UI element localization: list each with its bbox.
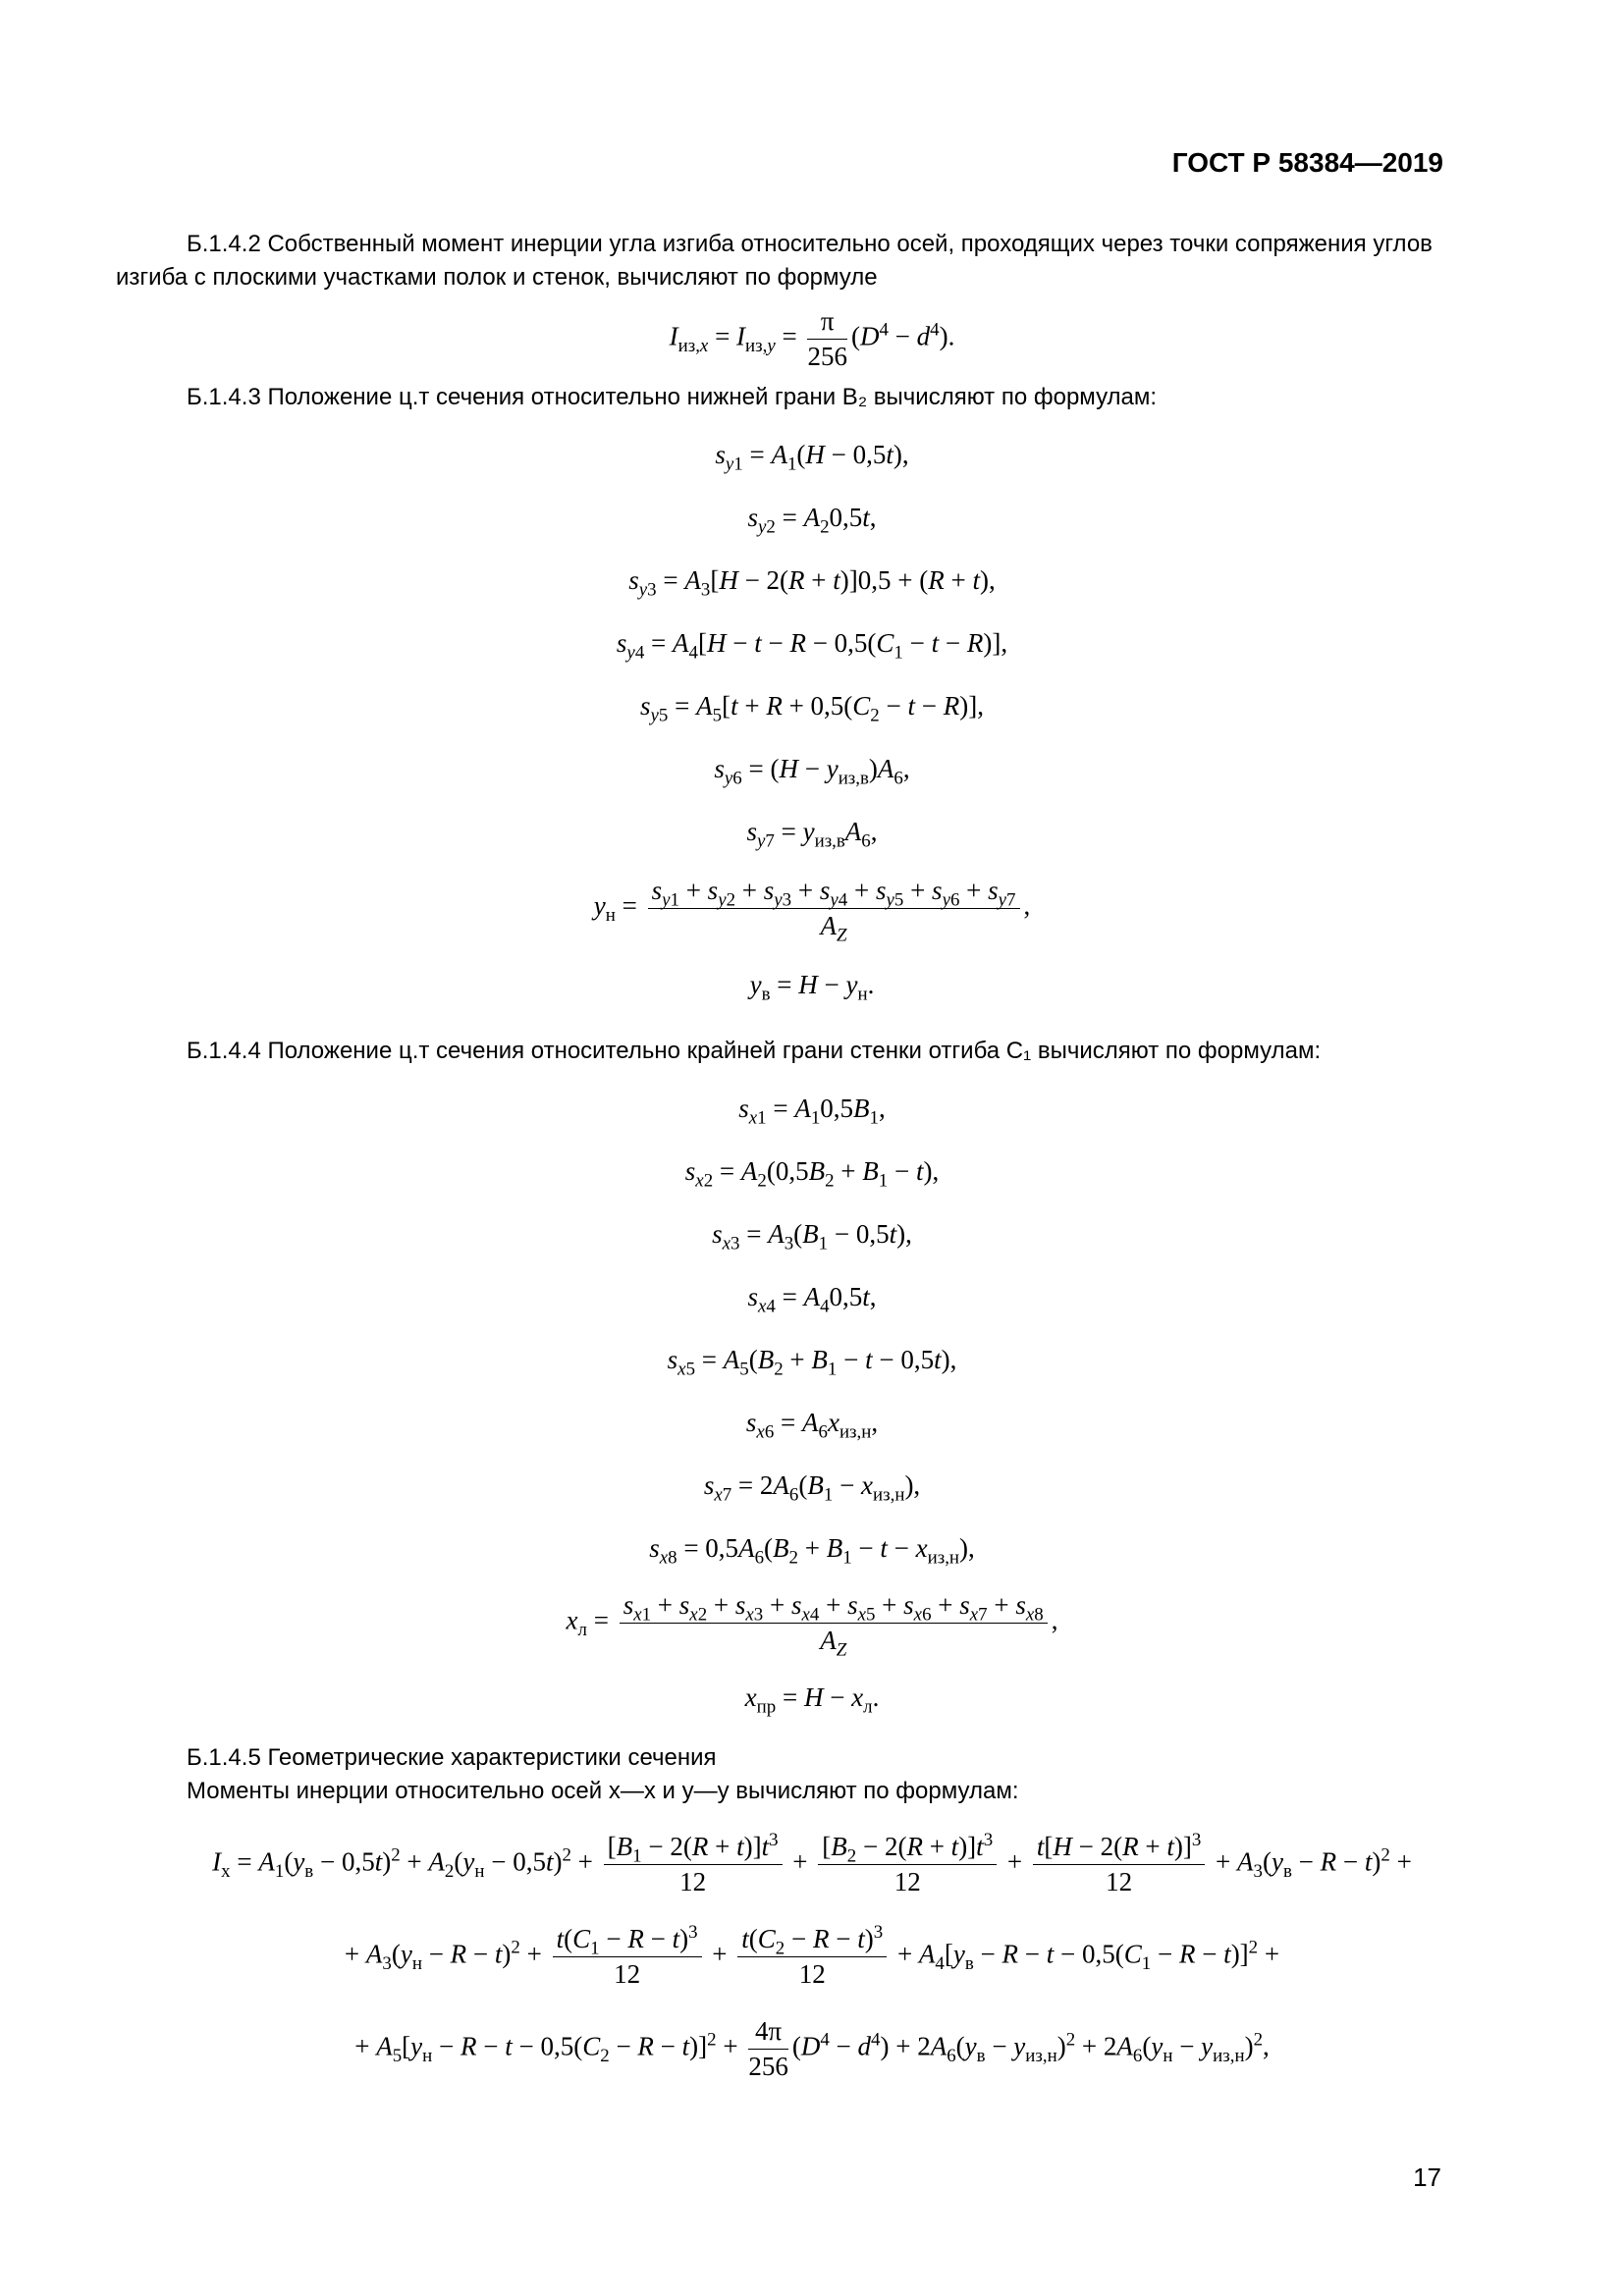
formula-sx5: $s_{x5} = A_5(B_2 + B_1 - t - 0,5t)$, <box>667 1345 957 1380</box>
paragraph-b145-text: Моменты инерции относительно осей x—x и y—y вычисляют по формулам: <box>187 1778 1019 1804</box>
standard-header: ГОСТ Р 58384—2019 <box>1171 147 1443 178</box>
formula-sx1: $s_{x1} = A_10,5B_1$, <box>738 1094 886 1129</box>
formula-sx2: $s_{x2} = A_2(0,5B_2 + B_1 - t)$, <box>684 1156 940 1192</box>
formula-ix-line3: + $A_5[y_н - R - t - 0,5(C_2 - R - t)]^2$ + $\frac{4\pi}{256}$ $(D^4 - d^4) + 2A_6(y_в - y_{из,н})^2 + 2A_6(y_н - y_{из,н})^2$, <box>354 2016 1270 2081</box>
formula-inertia-bend: $I_{из,x} = I_{из,y}$ = $\frac{\pi}{256}$ $(D^4 - d^4)$. <box>669 306 955 371</box>
formula-yn: $y_н$ = $\frac{s_{y1} + s_{y2} + s_{y3} + s_{y4} + s_{y5} + s_{y6} + s_{y7}}{A_Z}$ , <box>593 876 1031 946</box>
formula-ix-line1: $I_x = A_1(y_в - 0,5t)^2 + A_2(y_н - 0,5t)^2$ + $\frac{[B_1 - 2(R + t)]t^3}{12}$ + $\frac{[B_2 - 2(R + t)]t^3}{12}$ + $\frac{t[H - 2(R + t)]^3}{12}$ + $A_3(y_в - R - t)^2$ + <box>212 1830 1412 1896</box>
formula-sy2: $s_{y2} = A_20,5t$, <box>747 503 877 538</box>
formula-ix-line2: + $A_3(y_н - R - t)^2$ + $\frac{t(C_1 - R - t)^3}{12}$ + $\frac{t(C_2 - R - t)^3}{12}$ + $A_4[y_в - R - t - 0,5(C_1 - R - t)]^2$ + <box>344 1922 1280 1989</box>
formula-sy1: $s_{y1} = A_1(H - 0,5t)$, <box>715 440 909 475</box>
paragraph-b142: Б.1.4.2 Собственный момент инерции угла изгиба относительно осей, проходящих через точки сопряжения углов изгиба с плоскими участками полок и стенок, вычисляют по формуле <box>116 231 1433 291</box>
formula-sy7: $s_{y7} = y_{из,в}A_6$, <box>746 817 878 852</box>
formula-sx8: $s_{x8} = 0,5A_6(B_2 + B_1 - t - x_{из,н})$, <box>649 1533 975 1569</box>
paragraph-b144: Б.1.4.4 Положение ц.т сечения относительно крайней грани стенки отгиба C₁ вычисляют по формулам: <box>187 1038 1322 1064</box>
formula-sy6: $s_{y6} = (H - y_{из,в})A_6$, <box>714 754 910 789</box>
paragraph-b143: Б.1.4.3 Положение ц.т сечения относительно нижней грани B₂ вычисляют по формулам: <box>187 384 1158 410</box>
formula-yv: $y_в = H - y_н$. <box>749 970 875 1005</box>
formula-sy4: $s_{y4} = A_4[H - t - R - 0,5(C_1 - t - R)]$, <box>616 628 1008 664</box>
formula-xl: $x_л$ = $\frac{s_{x1} + s_{x2} + s_{x3} + s_{x4} + s_{x5} + s_{x6} + s_{x7} + s_{x8}}{A_Z}$ , <box>566 1590 1058 1661</box>
formula-xpr: $x_{пр} = H - x_л$. <box>744 1682 880 1718</box>
formula-sx4: $s_{x4} = A_40,5t$, <box>747 1282 877 1317</box>
formula-sx3: $s_{x3} = A_3(B_1 - 0,5t)$, <box>712 1219 912 1255</box>
formula-sx7: $s_{x7} = 2A_6(B_1 - x_{из,н})$, <box>703 1470 921 1506</box>
paragraph-b145-title: Б.1.4.5 Геометрические характеристики сечения <box>187 1744 717 1771</box>
page-number: 17 <box>1413 2163 1441 2192</box>
formula-sx6: $s_{x6} = A_6x_{из,н}$, <box>745 1408 879 1443</box>
formula-sy3: $s_{y3} = A_3[H - 2(R + t)]0,5 + (R + t)$, <box>628 565 996 601</box>
formula-sy5: $s_{y5} = A_5[t + R + 0,5(C_2 - t - R)]$, <box>640 691 984 726</box>
